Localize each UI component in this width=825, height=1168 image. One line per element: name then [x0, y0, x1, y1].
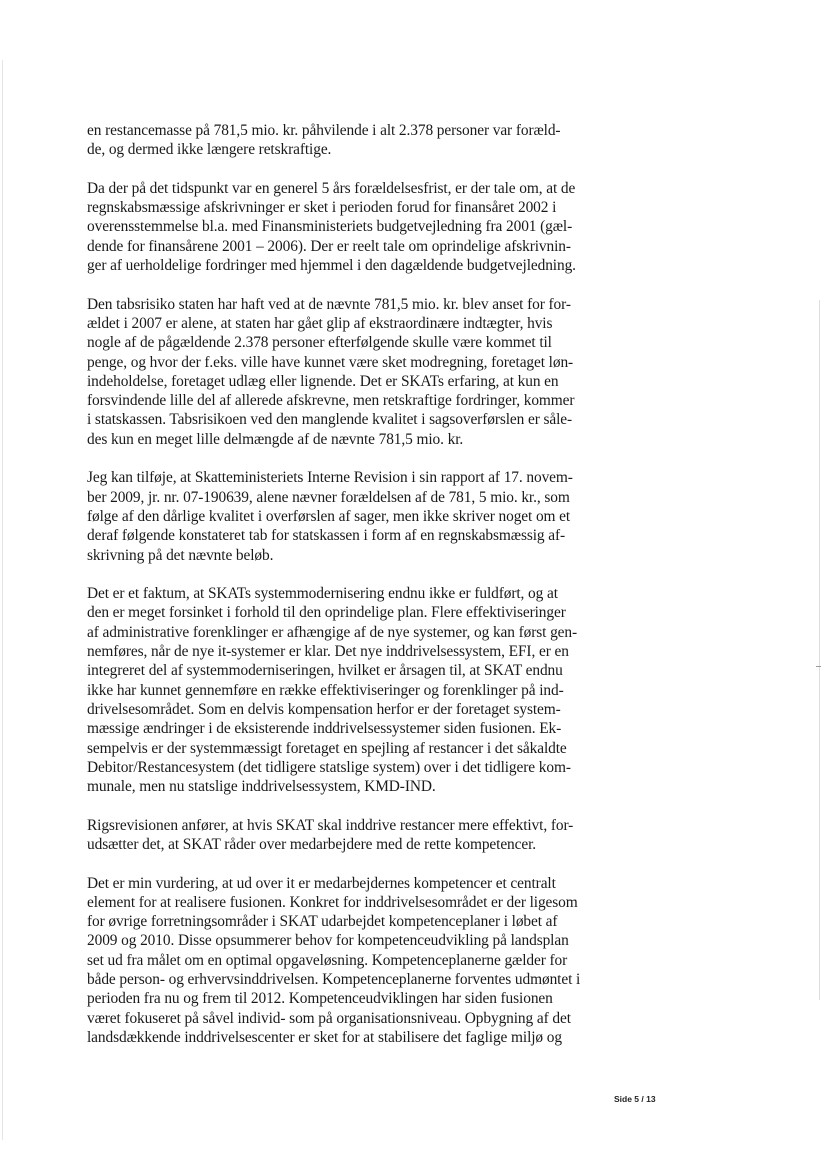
scan-edge-right	[819, 300, 820, 1000]
text-line: af administrative forenklinger er afhængige af de nye systemer, og kan først gen-	[87, 623, 578, 641]
text-line: regnskabsmæssige afskrivninger er sket i perioden forud for finansåret 2002 i	[87, 199, 557, 217]
text-line: perioden fra nu og frem til 2012. Kompetenceudviklingen har siden fusionen	[87, 990, 553, 1008]
text-line: integreret del af systemmoderniseringen, hvilket er årsagen til, at SKAT endnu	[87, 662, 563, 680]
paragraph	[87, 121, 599, 160]
text-line: Jeg kan tilføje, at Skatteministeriets Interne Revision i sin rapport af 17. novem-	[87, 469, 573, 487]
text-line: ikke har kunnet gennemføre en række effektiviseringer og forenklinger på ind-	[87, 681, 564, 699]
text-line: nemføres, når de nye it-systemer er klar. Det nye inddrivelsessystem, EFI, er en	[87, 643, 569, 661]
text-line: nogle af de pågældende 2.378 personer efterfølgende skulle være kommet til	[87, 334, 552, 352]
scan-edge-left	[2, 60, 3, 1140]
text-line: Det er min vurdering, at ud over it er medarbejdernes kompetencer et centralt	[87, 874, 556, 892]
text-line: både person- og erhvervsinddrivelsen. Kompetenceplanerne forventes udmøntet i	[87, 971, 581, 989]
text-line: Rigsrevisionen anfører, at hvis SKAT skal inddrive restancer mere effektivt, for-	[87, 816, 574, 834]
text-line: Den tabsrisiko staten har haft ved at de nævnte 781,5 mio. kr. blev anset for for-	[87, 295, 571, 313]
text-line: Debitor/Restancesystem (det tidligere statslige system) over i det tidligere kom-	[87, 758, 571, 776]
text-line: for øvrige forretningsområder i SKAT udarbejdet kompetenceplaner i løbet af	[87, 913, 558, 931]
text-line: ger af uerholdelige fordringer med hjemmel i den dagældende budgetvejledning.	[87, 257, 576, 275]
text-line: udsætter det, at SKAT råder over medarbejdere med de rette kompetencer.	[87, 835, 537, 853]
text-line: drivelsesområdet. Som en delvis kompensation herfor er der foretaget system-	[87, 700, 561, 718]
text-line: de, og dermed ikke længere retskraftige.	[87, 141, 332, 159]
text-line: dende for finansårene 2001 – 2006). Der er reelt tale om oprindelige afskrivnin-	[87, 237, 571, 255]
text-line: munale, men nu statslige inddrivelsessystem, KMD-IND.	[87, 778, 436, 796]
text-line: været fokuseret på såvel individ- som på organisationsniveau. Opbygning af det	[87, 1009, 571, 1027]
text-line: en restancemasse på 781,5 mio. kr. påhvilende i alt 2.378 personer var foræld-	[87, 122, 561, 139]
paragraph	[87, 468, 599, 564]
text-line: indeholdelse, foretaget udlæg eller lignende. Det er SKATs erfaring, at kun en	[87, 372, 559, 390]
paragraph	[87, 179, 599, 275]
paragraph	[87, 874, 599, 1048]
paragraph	[87, 816, 599, 855]
page-number: Side 5 / 13	[614, 1094, 656, 1104]
text-line: 2009 og 2010. Disse opsummerer behov for kompetenceudvikling på landsplan	[87, 932, 569, 950]
text-line: landsdækkende inddrivelsescenter er sket for at stabilisere det faglige miljø og	[87, 1028, 562, 1046]
text-line: overensstemmelse bl.a. med Finansministeriets budgetvejledning fra 2001 (gæl-	[87, 218, 573, 236]
text-line: mæssige ændringer i de eksisterende inddrivelsessystemer siden fusionen. Ek-	[87, 720, 562, 738]
text-line: ældet i 2007 er alene, at staten har gået glip af ekstraordinære indtægter, hvis	[87, 314, 553, 332]
text-line: set ud fra målet om en optimal opgaveløsning. Kompetenceplanerne gælder for	[87, 951, 568, 969]
text-line: ber 2009, jr. nr. 07-190639, alene nævner forældelsen af de 781, 5 mio. kr., som	[87, 488, 570, 506]
text-line: penge, og hvor der f.eks. ville have kunnet være sket modregning, foretaget løn-	[87, 353, 574, 371]
text-line: deraf følgende konstateret tab for statskassen i form af en regnskabsmæssig af-	[87, 527, 566, 545]
paragraph	[87, 295, 599, 449]
text-line: des kun en meget lille delmængde af de nævnte 781,5 mio. kr.	[87, 430, 464, 448]
text-line: element for at realisere fusionen. Konkret for inddrivelsesområdet er der ligesom	[87, 893, 578, 911]
text-line: skrivning på det nævnte beløb.	[87, 546, 274, 564]
text-line: sempelvis er der systemmæssigt foretaget en spejling af restancer i det såkaldte	[87, 739, 567, 757]
text-line: Da der på det tidspunkt var en generel 5 års forældelsesfrist, er der tale om, at de	[87, 179, 576, 197]
text-line: Det er et faktum, at SKATs systemmodernisering endnu ikke er fuldført, og at	[87, 585, 558, 603]
document-body	[87, 121, 599, 1067]
text-line: forsvindende lille del af allerede afskrevne, men retskraftige fordringer, kommer	[87, 392, 575, 410]
paragraph	[87, 584, 599, 796]
text-line: følge af den dårlige kvalitet i overførslen af sager, men ikke skriver noget om et	[87, 507, 571, 525]
text-line: den er meget forsinket i forhold til den oprindelige plan. Flere effektiviseringer	[87, 604, 566, 622]
scan-mark-right	[816, 666, 821, 667]
text-line: i statskassen. Tabsrisikoen ved den manglende kvalitet i sagsoverførslen er såle-	[87, 411, 573, 429]
